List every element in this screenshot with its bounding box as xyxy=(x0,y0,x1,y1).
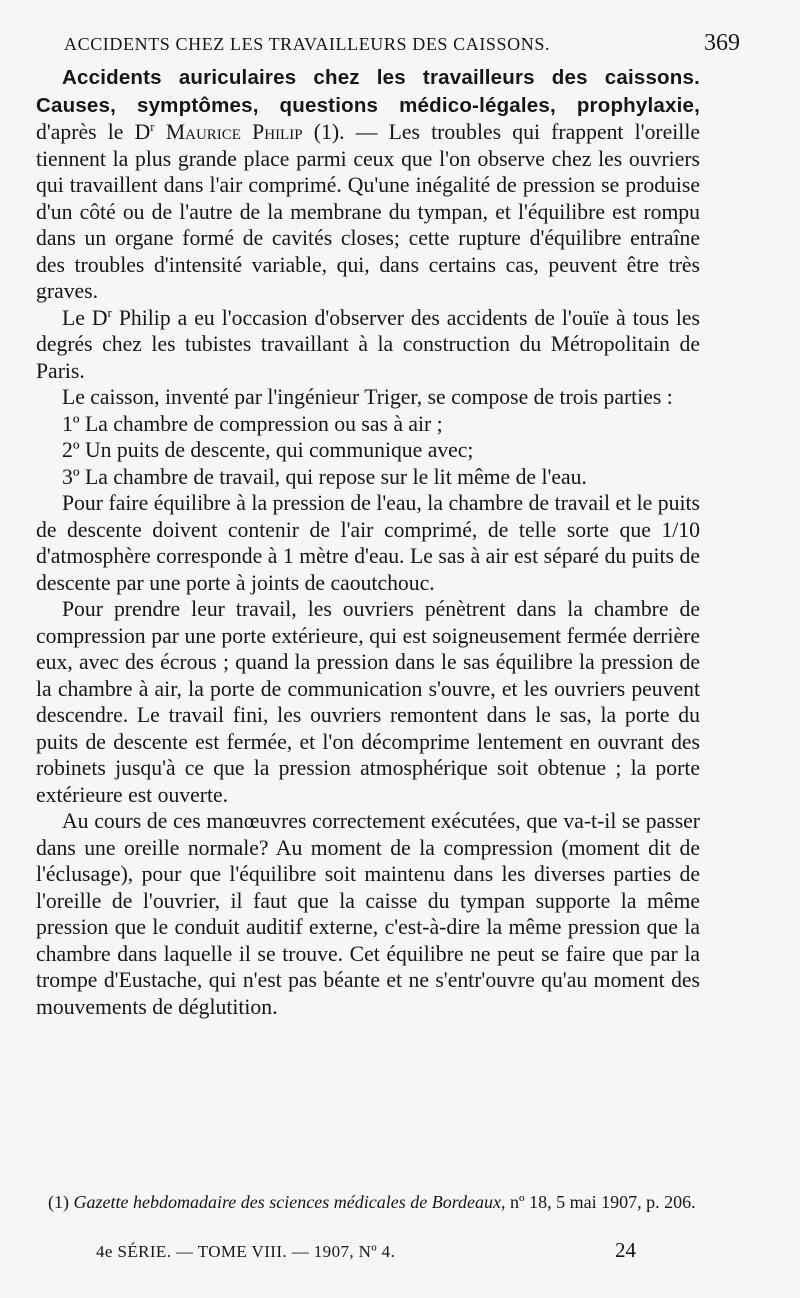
intro-text: (1). — Les troubles qui frappent l'oreille tiennent la plus grande place parmi ceux que l'on observe chez les ouvriers qui travaillent dans l'air comprimé. Qu'une inégalité de pression se produise d'un côté ou de l'autre de la membrane du tympan, et l'équilibre est rompu dans un organe formé de cavités closes; cette rupture d'équilibre entraîne des troubles d'intensité variable, qui, dans certains cas, peuvent être très graves. xyxy=(36,120,700,303)
list-item-2: 2º Un puits de descente, qui communique avec; xyxy=(62,438,474,462)
running-header xyxy=(60,30,740,60)
list-item-1: 1º La chambre de compression ou sas à air ; xyxy=(62,411,443,436)
author-name: Maurice Philip xyxy=(154,120,303,144)
series-info: 4e SÉRIE. — TOME VIII. — 1907, Nº 4. xyxy=(96,1242,396,1261)
article-heading: Accidents auriculaires chez les travailleurs des caissons. Causes, symptômes, questions médico-légales, prophylaxie, xyxy=(36,66,700,117)
p2-pre: Le D xyxy=(62,305,108,330)
running-title: ACCIDENTS CHEZ LES TRAVAILLEURS DES CAISSONS. xyxy=(64,34,551,54)
list-item-3: 3º La chambre de travail, qui repose sur le lit même de l'eau. xyxy=(62,464,587,489)
paragraph-6: Au cours de ces manœuvres correctement exécutées, que va-t-il se passer dans une oreille normale? Au moment de la compression (moment dit de l'éclusage), pour que l'équilibre soit maintenu dans les diverses parties de l'oreille de l'ouvrier, il faut que la caisse du tympan supporte la même pression que le conduit auditif externe, c'est-à-dire la même pression que la chambre dans laquelle il se trouve. Cet équilibre ne peut se faire que par la trompe d'Eustache, qui n'est pas béante et ne s'entr'ouvre qu'au moment des mouvements de déglutition. xyxy=(36,809,700,1019)
footnote xyxy=(36,1190,704,1215)
article-body xyxy=(36,64,700,1020)
byline-pre: d'après le D xyxy=(36,120,151,144)
page-number: 369 xyxy=(704,30,740,56)
footnote-citation: , nº 18, 5 mai 1907, p. 206. xyxy=(501,1192,696,1212)
p2-title-sup: r xyxy=(107,304,112,320)
page-footer xyxy=(96,1238,636,1268)
byline-title-sup: r xyxy=(150,118,155,134)
article-intro-paragraph xyxy=(36,64,700,305)
footnote-marker: (1) xyxy=(48,1192,74,1212)
footnote-journal: Gazette hebdomadaire des sciences médicales de Bordeaux xyxy=(73,1192,502,1212)
paragraph-3: Le caisson, inventé par l'ingénieur Triger, se compose de trois parties : xyxy=(62,385,673,409)
sheet-number: 24 xyxy=(615,1238,636,1262)
p2-text: Philip a eu l'occasion d'observer des accidents de l'ouïe à tous les degrés chez les tubistes travaillant à la construction du Métropolitain de Paris. xyxy=(36,305,700,383)
paragraph-2 xyxy=(36,305,700,385)
paragraph-4: Pour faire équilibre à la pression de l'eau, la chambre de travail et le puits de descente doivent contenir de l'air comprimé, de telle sorte que 1/10 d'atmosphère corresponde à 1 mètre d'eau. Le sas à air est séparé du puits de descente par une porte à joints de caoutchouc. xyxy=(36,491,700,595)
footnote-text xyxy=(36,1190,704,1215)
paragraph-5: Pour prendre leur travail, les ouvriers pénètrent dans la chambre de compression par une porte extérieure, qui est soigneusement fermée derrière eux, avec des écrous ; quand la pression dans le sas équilibre la pression de la chambre à air, la porte de communication s'ouvre, et les ouvriers peuvent descendre. Le travail fini, les ouvriers remontent dans le sas, la porte du puits de descente est fermée, et l'on décomprime lentement en ouvrant des robinets jusqu'à ce que la pression atmosphérique soit obtenue ; la porte extérieure est ouverte. xyxy=(36,597,700,807)
